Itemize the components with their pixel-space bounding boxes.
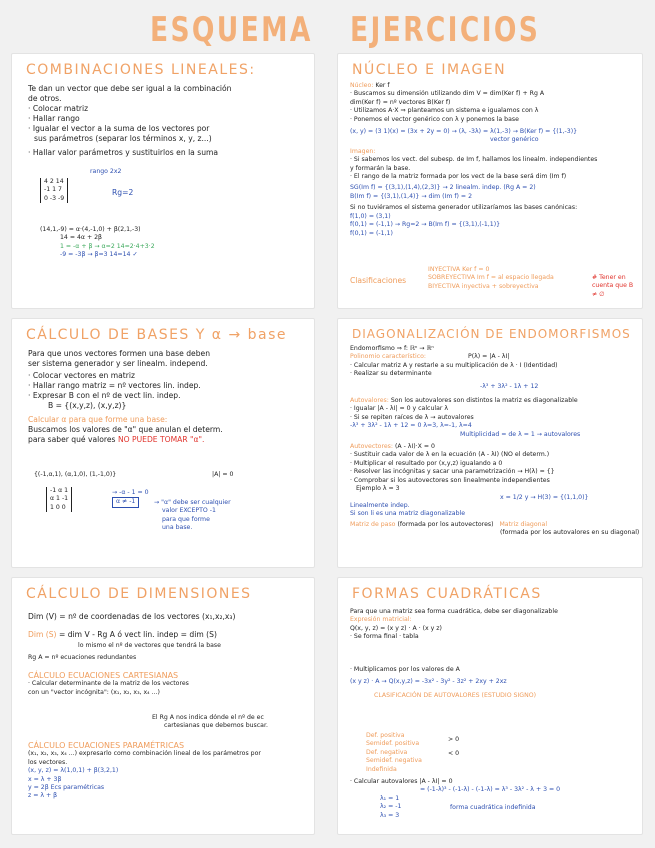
text-line: lo mismo el nº de vectores que tendrá la base (78, 642, 221, 649)
section-heading: Autovalores: (350, 397, 389, 405)
text-line: x = 1/2 y → H(3) = {(1,1,0)} (500, 493, 589, 501)
text-line: (x y z) · A → Q(x,y,z) = -3x² - 3y² - 3z² + 2xy + 2xz (350, 678, 507, 686)
equation: 1 = -α + β → α=2 14=2·4+3·2 (60, 242, 155, 250)
text-line: = dim V - Rg A ó vect lin. indep = dim (S) (58, 630, 217, 639)
sign-condition: > 0 (448, 736, 460, 743)
text-line: · Sustituir cada valor de λ en la ecuación (A - λI) (NO el determ.) (350, 451, 550, 459)
text-line: Para que una matriz sea forma cuadrática, debe ser diagonalizable (350, 608, 558, 615)
formula: P(λ) = |A - λI| (467, 353, 510, 361)
text-line: Endomorfismo ⇒ f: ℝⁿ → ℝⁿ (350, 345, 434, 352)
text-line: x = λ + 3β (28, 775, 62, 783)
matrix-row: 4 2 14 (44, 178, 64, 185)
text-line: · Buscamos su dimensión utilizando dim V = dim(Ker f) + Rg A (350, 90, 545, 98)
card-title: NÚCLEO E IMAGEN (352, 62, 507, 78)
equation: (14,1,-9) = α·(4,-1,0) + β(2,1,-3) (40, 226, 141, 233)
text-line: -λ³ + 3λ² - 1λ + 12 (480, 382, 539, 390)
step-3b: sus parámetros (separar los términos x, y, z...) (34, 134, 212, 143)
matrix-row: 1 0 0 (50, 503, 66, 511)
section-heading: Polinomio característico: (350, 353, 427, 361)
text-line: dim(Ker f) = nº vectores B(Ker f) (350, 98, 451, 106)
classification-label: BIYECTIVA inyectiva + sobreyectiva (428, 282, 539, 290)
section-heading: CLASIFICACIÓN DE AUTOVALORES (ESTUDIO SIGNO) (374, 692, 536, 700)
text-line: f(0,1) = (-1,1) → Rg=2 → B(Im f) = {(3,1),(-1,1)} (350, 221, 501, 229)
card-title: FORMAS CUADRÁTICAS (352, 586, 542, 602)
card-diagonalizacion (337, 318, 643, 568)
intro-text: Te dan un vector que debe ser igual a la combinación (28, 84, 232, 93)
intro-text-2: de otros. (28, 94, 62, 103)
classification-label: INYECTIVA Ker f = 0 (428, 266, 490, 273)
text-line: · Multiplicar el resultado por (x,y,z) igualando a 0 (350, 459, 503, 467)
text-line: Multiplicidad = de λ = 1 → autovalores (460, 430, 581, 438)
text-line: · Resolver las incógnitas y sacar una parametrización → H(λ) = {} (350, 468, 555, 476)
text-line: Si no tuviéramos el sistema generador utilizaríamos las bases canónicas: (350, 204, 578, 212)
card-formas-cuadraticas (337, 577, 643, 835)
classification-label: Indefinida (366, 765, 397, 773)
text-line: · Calcular determinante de la matriz de los vectores (28, 680, 189, 688)
section-heading: Expresión matricial: (350, 616, 412, 624)
text-line: · Expresar B con el nº de vect lin. indep. (28, 391, 181, 400)
card-combinaciones-lineales (11, 53, 315, 309)
card-calculo-bases (11, 318, 315, 568)
result-line: α ≠ -1 (112, 497, 139, 507)
text-line: · El rango de la matriz formada por los vect de la base será dim (Im f) (350, 173, 567, 181)
text-line: y = 2β Ecs paramétricas (28, 784, 105, 792)
step-1: · Colocar matriz (28, 104, 89, 113)
section-heading: Autovectores: (350, 443, 393, 451)
text-line: (x, y, z) = λ(1,0,1) + β(3,2,1) (28, 767, 119, 775)
section-note: Ker f (375, 82, 390, 89)
result-line: valor EXCEPTO -1 (162, 507, 216, 515)
rank-result: Rg=2 (112, 188, 134, 197)
determinant-condition: |A| = 0 (212, 471, 234, 478)
text-line: Son los autovalores son distintos la matriz es diagonalizable (390, 397, 578, 405)
text-line: Q(x, y, z) = (x y z) · A · (x y z) (350, 624, 442, 632)
matrix-row: 0 -3 -9 (44, 194, 65, 202)
step-3: · Igualar el vector a la suma de los vectores por (28, 124, 210, 133)
sign-condition: < 0 (448, 750, 460, 758)
text-line: · Multiplicamos por los valores de A (350, 665, 460, 673)
text-line: B = {(x,y,z), (x,y,z)} (48, 401, 127, 410)
text-line: · Igualar |A - λI| = 0 y calcular λ (350, 405, 449, 413)
text-line: SG(Im f) = {(3,1),(1,4),(2,3)} → 2 linealm. indep. (Rg A = 2) (350, 184, 536, 192)
text-line: (x₁, x₂, x₃, x₄ ...) expresarlo como combinación lineal de los parámetros por (28, 750, 261, 758)
vector-set: {(-1,α,1), (α,1,0), (1,-1,0)} (34, 471, 117, 478)
equation: -9 = -3β → β=3 14=14 ✓ (60, 251, 138, 259)
step-2: · Hallar rango (28, 114, 80, 123)
classification-label: SOBREYECTIVA Im f = al espacio llegada (428, 274, 554, 282)
section-heading: Núcleo: (350, 82, 374, 89)
result-line: para que forme (162, 515, 210, 523)
eigenvalue: λ₂ = -1 (380, 803, 402, 811)
text-line: Buscamos los valores de "α" que anulan el determ. (28, 425, 223, 434)
text-line: los vectores. (28, 758, 68, 766)
text-line: B(Im f) = {(3,1),(1,4)} → dim (Im f) = 2 (350, 192, 473, 200)
text-line: f(0,1) = (-1,1) (350, 229, 393, 237)
text-line: · Colocar vectores en matriz (28, 371, 136, 380)
text-line: (formada por los autovalores en su diagonal) (500, 529, 640, 537)
section-heading: Calcular α para que forme una base: (28, 415, 168, 424)
section-heading: Clasificaciones (350, 276, 407, 285)
equation: 14 = 4α + 2β (60, 234, 103, 242)
text-line: · Se forma final · tabla (350, 633, 419, 641)
result-line: → "α" debe ser cualquier (154, 499, 231, 506)
red-note: # Tener en cuenta que B ≠ ∅ (592, 274, 634, 298)
text-line: f(1,0) = (3,1) (350, 212, 391, 220)
text-line: Para que unos vectores formen una base deben (28, 349, 211, 358)
page-title-right: EJERCICIOS (350, 10, 541, 50)
section-heading: CÁLCULO ECUACIONES PARAMÉTRICAS (28, 741, 185, 750)
text-line: · Calcular autovalores |A - λI| = 0 (350, 778, 453, 785)
page-title-left: ESQUEMA (150, 10, 313, 50)
eigenvalue: λ₃ = 3 (380, 811, 400, 819)
classification-label: Semidef. positiva (366, 740, 420, 748)
text-line: · Si sabemos los vect. del subesp. de Im f, hallamos los linealm. independientes (350, 156, 598, 164)
warning-text: NO PUEDE TOMAR "α". (117, 435, 205, 444)
formula: (A - λI)·X = 0 (394, 443, 435, 451)
card-title: DIAGONALIZACIÓN DE ENDOMORFISMOS (352, 327, 631, 341)
card-title: CÁLCULO DE BASES Y α → base (26, 327, 288, 343)
text-line: ser sistema generador y ser linealm. independ. (28, 359, 208, 368)
text-line: Ejemplo λ = 3 (356, 485, 400, 493)
section-heading: Dim (S) (28, 630, 57, 639)
classification-label: Def. positiva (366, 732, 405, 739)
text-line: El Rg A nos indica dónde el nº de ec (152, 714, 264, 721)
text-line: z = λ + β (28, 792, 58, 800)
section-heading: Matriz diagonal (499, 520, 548, 528)
matrix (40, 178, 68, 203)
step-4: · Hallar valor parámetros y sustituirlos en la suma (28, 148, 219, 157)
text-line: (x, y) = (3 1)(x) = (3x + 2y = 0) → (λ, -3λ) = λ(1,-3) → B(Ker f) = {(1,-3)} (350, 128, 578, 136)
card-title: CÁLCULO DE DIMENSIONES (26, 586, 252, 602)
result-line: una base. (162, 524, 193, 532)
text-line: Linealmente indep. (350, 501, 410, 509)
text-line: Dim (V) = nº de coordenadas de los vectores (x₁,x₂,x₃) (28, 612, 236, 621)
text-line: para saber qué valores (28, 435, 116, 444)
matrix-row: α 1 -1 (50, 495, 69, 503)
text-line: Rg A = nº ecuaciones redundantes (28, 654, 137, 662)
section-heading: Imagen: (350, 147, 376, 155)
text-line: · Calcular matriz A y restarle a su multiplicación de λ · I (Identidad) (350, 361, 558, 369)
classification-label: Def. negativa (366, 748, 408, 756)
text-line: = (-1-λ)³ - (-1-λ) - (-1-λ) = λ³ - 3λ² - λ + 3 = 0 (420, 786, 561, 794)
text-line: · Utilizamos A·X ⇒ planteamos un sistema e igualamos con λ (350, 107, 539, 115)
text-line: · Hallar rango matriz = nº vectores lin. indep. (28, 381, 201, 390)
card-calculo-dimensiones (11, 577, 315, 835)
text-line: · Si se repiten raíces de λ → autovalores (350, 413, 474, 421)
text-line: Si son li es una matriz diagonalizable (350, 510, 466, 518)
rank-note: rango 2x2 (90, 168, 122, 175)
matrix (46, 487, 72, 512)
text-line: (formada por los autovectores) (397, 520, 494, 528)
eigenvalue: λ₁ = 1 (380, 794, 400, 802)
matrix-row: -1 α 1 (50, 487, 69, 494)
text-line: · Comprobar si los autovectores son linealmente independientes (350, 476, 550, 484)
classification-label: Semidef. negativa (366, 757, 422, 765)
section-heading: Matriz de paso (350, 520, 396, 528)
text-line: · Realizar su determinante (350, 370, 432, 378)
text-line: cartesianas que debemos buscar. (164, 722, 268, 730)
matrix-row: -1 1 7 (44, 186, 62, 194)
classification-result: forma cuadrática indefinida (450, 804, 536, 811)
text-line: · Ponemos el vector genérico con λ y ponemos la base (350, 115, 519, 123)
text-line: y formarán la base. (350, 164, 411, 172)
section-heading: CÁLCULO ECUACIONES CARTESIANAS (28, 671, 179, 680)
text-line: vector genérico (490, 136, 539, 144)
result-line: → -α - 1 = 0 (112, 489, 149, 496)
text-line: con un "vector incógnita": (x₁, x₂, x₃, x₄ ...) (28, 688, 160, 696)
text-line: -λ³ + 3λ² - 1λ + 12 = 0 λ=3, λ=-1, λ=4 (350, 422, 472, 430)
card-nucleo-imagen (337, 53, 643, 309)
card-title: COMBINACIONES LINEALES: (26, 62, 256, 78)
